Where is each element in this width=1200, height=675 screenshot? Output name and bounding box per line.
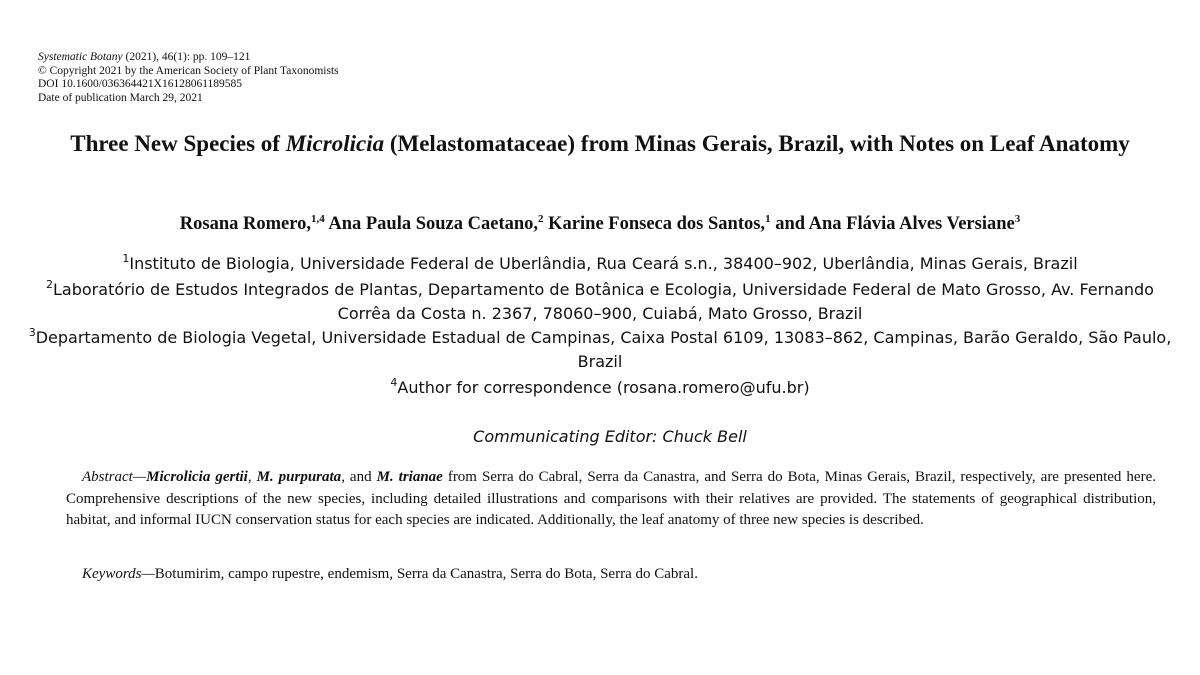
- author-affiliation-mark: 3: [1014, 213, 1021, 225]
- keywords-text: Botumirim, campo rupestre, endemism, Serra da Canastra, Serra do Bota, Serra do Cabral.: [154, 566, 698, 582]
- title-part-1: Three New Species of: [70, 131, 286, 156]
- correspondence-note: [20, 376, 1180, 400]
- affiliation-text: Departamento de Biologia Vegetal, Universidade Estadual de Campinas, Caixa Postal 6109, 13083–862, Campinas, Barão Geraldo, São Paulo, Brazil: [35, 328, 1172, 371]
- journal-name: Systematic Botany: [38, 51, 123, 63]
- affiliation-number: 1: [122, 252, 130, 265]
- author-affiliation-mark: 1: [765, 213, 771, 225]
- abstract-body: from Serra do Cabral, Serra da Canastra, and Serra do Bota, Minas Gerais, Brazil, respectively, are presented here. Comprehensive descriptions of the new species, including detailed illustrations and comparisons with their relatives are provided. The statements of geographical distribution, habitat, and informal IUCN conservation status for each species are indicated. Additionally, the leaf anatomy of three new species is described.: [66, 469, 1156, 528]
- publication-date: Date of publication March 29, 2021: [38, 91, 203, 104]
- author-name: and Ana Flávia Alves Versiane: [770, 214, 1015, 234]
- communicating-editor: Communicating Editor: Chuck Bell: [473, 427, 747, 446]
- article-title: [30, 130, 1170, 158]
- affiliation-text: Laboratório de Estudos Integrados de Plantas, Departamento de Botânica e Ecologia, Universidade Federal de Mato Grosso, Av. Fernando Corrêa da Costa n. 2367, 78060–900, Cuiabá, Mato Grosso, Brazil: [53, 280, 1154, 323]
- author-name: Karine Fonseca dos Santos,: [543, 214, 766, 234]
- abstract-separator: ,: [247, 469, 257, 485]
- affiliation-1: [20, 252, 1180, 276]
- correspondence-text: Author for correspondence (rosana.romero@ufu.br): [397, 378, 810, 397]
- abstract-label: Abstract—: [82, 469, 147, 485]
- species-name: Microlicia gertii: [146, 469, 248, 485]
- affiliation-number: 2: [46, 278, 54, 291]
- affiliation-3: [20, 326, 1180, 374]
- citation-line: [38, 51, 339, 65]
- species-name: M. purpurata: [256, 469, 342, 485]
- keywords-label: Keywords—: [82, 566, 155, 582]
- citation-details: (2021), 46(1): pp. 109–121: [122, 51, 251, 63]
- species-name: M. trianae: [376, 469, 443, 485]
- author-name: Rosana Romero,: [179, 214, 311, 234]
- citation-block: [38, 51, 339, 105]
- abstract-separator: , and: [341, 469, 377, 485]
- affiliation-number: 4: [390, 376, 398, 389]
- author-list: [20, 212, 1180, 236]
- copyright-line: © Copyright 2021 by the American Society of Plant Taxonomists: [38, 64, 339, 77]
- title-genus: Microlicia: [285, 131, 385, 156]
- author-affiliation-mark: 1,4: [311, 213, 325, 225]
- affiliation-number: 3: [28, 326, 36, 339]
- abstract-paragraph: [66, 467, 1156, 532]
- keywords-line: [82, 564, 698, 586]
- author-name: Ana Paula Souza Caetano,: [324, 214, 539, 234]
- author-affiliation-mark: 2: [538, 213, 544, 225]
- affiliation-text: Instituto de Biologia, Universidade Federal de Uberlândia, Rua Ceará s.n., 38400–902, Uberlândia, Minas Gerais, Brazil: [129, 254, 1078, 273]
- doi-line: DOI 10.1600/036364421X16128061189585: [38, 78, 243, 91]
- title-part-2: (Melastomataceae) from Minas Gerais, Brazil, with Notes on Leaf Anatomy: [384, 131, 1130, 156]
- affiliation-2: [20, 278, 1180, 326]
